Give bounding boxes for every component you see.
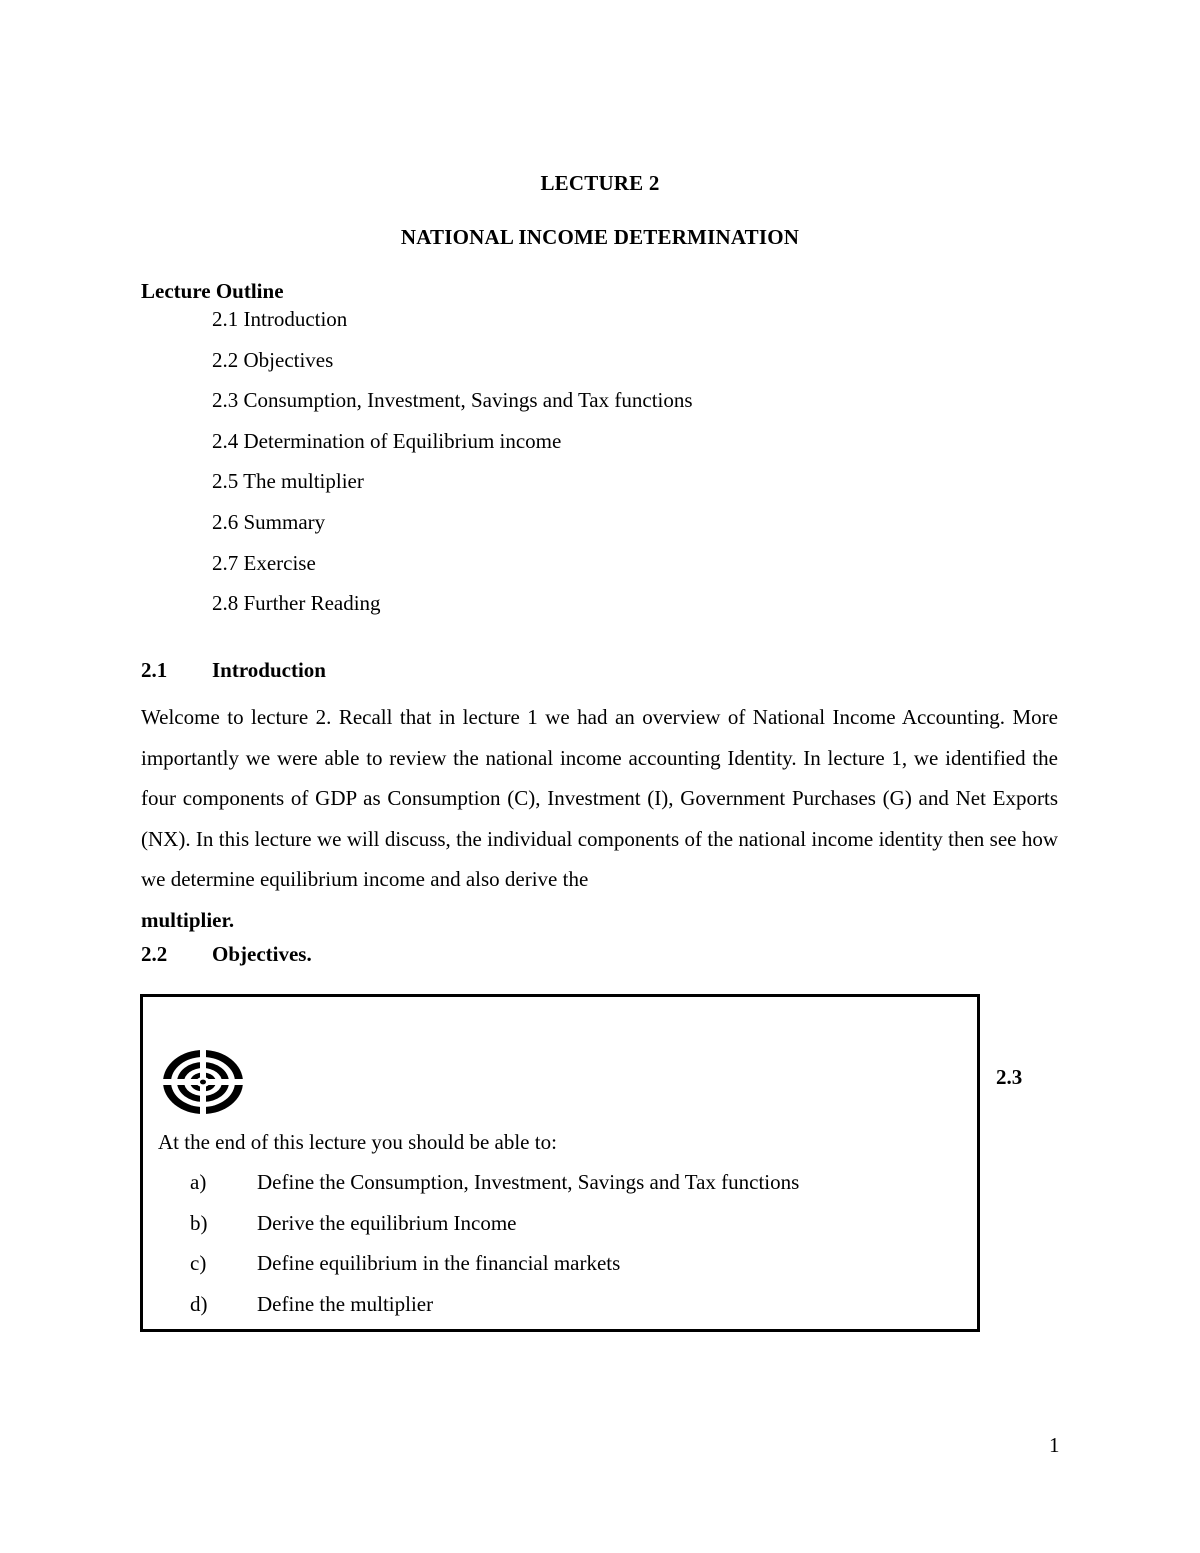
target-icon [161, 1048, 245, 1116]
objective-item [190, 1210, 799, 1251]
outline-item: 2.5 The multiplier [212, 469, 364, 494]
outline-item: 2.3 Consumption, Investment, Savings and Tax functions [212, 388, 693, 413]
objectives-list [190, 1169, 799, 1331]
introduction-text: Welcome to lecture 2. Recall that in lecture 1 we had an overview of National Income Accounting. More importantly we were able to review the national income accounting Identity. In lecture 1, we identified the four components of GDP as Consumption (C), Investment (I), Government Purchases (G) and Net Exports (NX). In this lecture we will discuss, the individual components of the national income identity then see how we determine equilibrium income and also derive the [141, 705, 1058, 891]
section-title: Introduction [212, 658, 326, 682]
objective-text: Define the Consumption, Investment, Savings and Tax functions [257, 1170, 800, 1194]
side-section-number: 2.3 [996, 1065, 1023, 1089]
objective-marker: a) [190, 1170, 207, 1194]
introduction-bold-end: multiplier. [141, 907, 235, 932]
objective-text: Define the multiplier [257, 1291, 434, 1316]
page-number: 1 [1049, 1433, 1060, 1457]
objective-marker: c) [190, 1251, 207, 1276]
objective-item [190, 1169, 799, 1210]
lecture-number: LECTURE 2 [540, 171, 660, 195]
outline-item: 2.6 Summary [212, 509, 326, 534]
objective-marker: b) [190, 1210, 208, 1235]
objective-marker: d) [190, 1291, 208, 1316]
outline-item: 2.1 Introduction [212, 307, 348, 331]
lecture-title: NATIONAL INCOME DETERMINATION [400, 225, 800, 249]
section-title: Objectives. [212, 942, 312, 966]
objectives-heading [141, 942, 312, 967]
outline-list [212, 306, 693, 631]
objective-text: Define equilibrium in the financial markets [257, 1251, 621, 1276]
outline-item: 2.2 Objectives [212, 347, 334, 372]
objective-text: Derive the equilibrium Income [257, 1210, 517, 1235]
outline-item: 2.8 Further Reading [212, 591, 381, 616]
objective-item [190, 1250, 799, 1291]
introduction-heading [141, 658, 326, 683]
objectives-box [140, 994, 980, 1332]
outline-heading: Lecture Outline [141, 279, 284, 303]
introduction-paragraph [141, 697, 1058, 940]
objectives-intro: At the end of this lecture you should be able to: [158, 1130, 557, 1154]
objective-item [190, 1291, 799, 1332]
outline-item: 2.7 Exercise [212, 550, 316, 575]
outline-item: 2.4 Determination of Equilibrium income [212, 428, 562, 453]
section-number: 2.2 [141, 942, 168, 966]
section-number: 2.1 [141, 658, 168, 682]
